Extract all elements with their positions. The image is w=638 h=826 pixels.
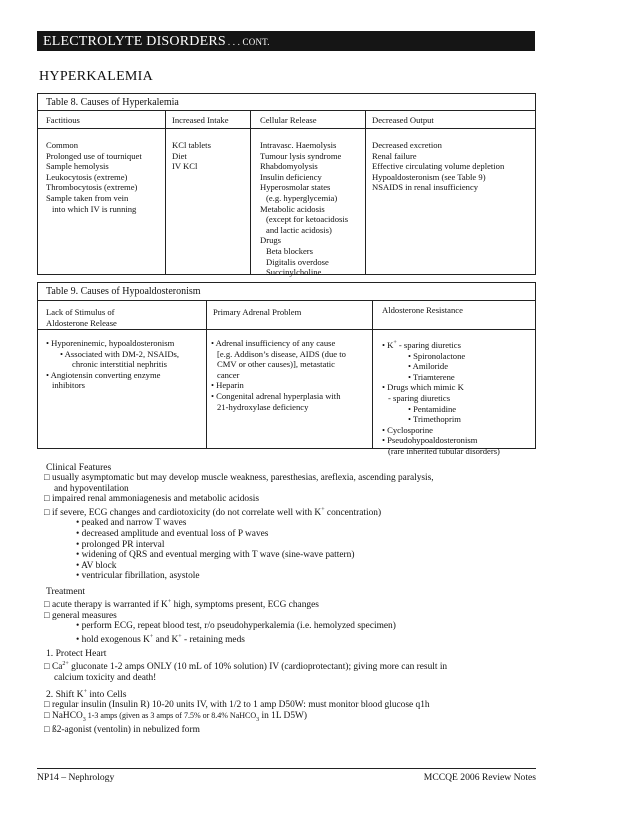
- header-line: Lack of Stimulus of: [46, 307, 115, 317]
- list-item: • Spironolactone: [408, 350, 466, 361]
- page-heading: HYPERKALEMIA: [39, 69, 154, 84]
- list-item: Digitalis overdose: [266, 256, 329, 267]
- list-item: chronic interstitial nephritis: [72, 359, 167, 370]
- header-factitious: Factitious: [46, 115, 80, 125]
- list-item: (except for ketoacidosis: [266, 214, 349, 225]
- list-item: [e.g. Addison’s disease, AIDS (due to: [217, 348, 346, 359]
- shift-k-title: 2. Shift K+ into Cells: [46, 689, 127, 700]
- list-item: • Heparin: [211, 380, 244, 391]
- banner-title: ELECTROLYTE DISORDERS . . . CONT.: [43, 34, 270, 49]
- protect-heart-list: [44, 659, 447, 683]
- list-item: Diet: [172, 150, 187, 161]
- table-caption: Table 8. Causes of Hyperkalemia: [46, 97, 179, 108]
- list-item: Prolonged use of tourniquet: [46, 150, 142, 161]
- list-item: Thrombocytosis (extreme): [46, 182, 138, 193]
- treatment-title: Treatment: [46, 586, 86, 597]
- list-item: • Hyporeninemic, hypoaldosteronism: [46, 338, 175, 348]
- list-item: Metabolic acidosis: [260, 203, 325, 214]
- list-item: • Triamterene: [408, 371, 455, 382]
- col-aldosterone-resistance: [382, 338, 500, 457]
- col-decreased-output: [372, 140, 504, 193]
- list-item: □ usually asymptomatic but may develop muscle weakness, paresthesias, areflexia, ascending paralysis,: [44, 473, 434, 483]
- list-item: • Pentamidine: [408, 403, 457, 414]
- list-item: □ $Ca^{2+}$ gluconate 1-2 amps ONLY (10 mL of 10% solution) IV (cardioprotectant); giving more can result in: [44, 661, 448, 672]
- list-item: Intravasc. Haemolysis: [260, 140, 337, 150]
- header-lack-of-stimulus: [46, 307, 117, 328]
- list-item: Effective circulating volume depletion: [372, 161, 505, 172]
- list-item: • Cyclosporine: [382, 424, 433, 435]
- list-item: IV KCl: [172, 161, 198, 172]
- header-increased-intake: Increased Intake: [172, 115, 229, 125]
- column-divider: [165, 110, 166, 274]
- protect-heart-title: 1. Protect Heart: [46, 648, 107, 659]
- list-item: • Associated with DM-2, NSAIDs,: [60, 348, 180, 359]
- list-item: Hypoaldosteronism (see Table 9): [372, 171, 486, 182]
- list-item: 21-hydroxylase deficiency: [217, 401, 309, 412]
- header-cellular-release: Cellular Release: [260, 115, 317, 125]
- shift-k-list: [44, 700, 430, 736]
- list-item: Sample taken from vein: [46, 192, 129, 203]
- table-causes-of-hyperkalemia: [37, 93, 536, 278]
- footer-left: NP14 – Nephrology: [37, 772, 115, 783]
- col-lack-of-stimulus: [46, 338, 179, 391]
- list-item: • peaked and narrow T waves: [76, 518, 187, 529]
- footer-divider: [37, 768, 536, 769]
- list-item: cancer: [217, 369, 240, 380]
- list-item: □ if severe, ECG changes and cardiotoxicity (do not correlate well with K+ concentration): [44, 506, 382, 518]
- clinical-features-title: Clinical Features: [46, 462, 112, 473]
- list-item: Hyperosmolar states: [260, 182, 331, 193]
- column-divider: [365, 110, 366, 274]
- list-item: • Angiotensin converting enzyme: [46, 369, 161, 380]
- list-item: □ ß2-agonist (ventolin) in nebulized form: [44, 725, 200, 736]
- list-item: • hold exogenous K+ and K+ - retaining meds: [76, 633, 245, 645]
- clinical-features-list: [44, 473, 434, 582]
- col-increased-intake: [172, 140, 211, 172]
- list-item: (rare inherited tubular disorders): [388, 445, 500, 456]
- list-item: • decreased amplitude and eventual loss of P waves: [76, 528, 269, 539]
- list-item: inhibitors: [52, 380, 85, 391]
- table-causes-of-hypoaldosteronism: [37, 282, 536, 456]
- list-item: □ general measures: [44, 610, 117, 621]
- list-item: □ NaHCO$_3$ 1-3 amps (given as 3 amps of 7.5% or 8.4% NaHCO$_3$ in 1L D5W): [44, 710, 307, 723]
- list-item: • Drugs which mimic K: [382, 382, 464, 393]
- list-item: KCl tablets: [172, 140, 211, 150]
- section-banner: [37, 31, 535, 51]
- list-item: • Pseudohypoaldosteronism: [382, 435, 478, 446]
- list-item: • AV block: [76, 560, 117, 571]
- column-divider: [206, 300, 207, 448]
- list-item: □ impaired renal ammoniagenesis and metabolic acidosis: [44, 494, 259, 505]
- list-item: Decreased excretion: [372, 140, 442, 150]
- list-item: □ regular insulin (Insulin R) 10-20 units IV, with 1/2 to 1 amp D50W: must monitor blood glucose q1h: [44, 700, 430, 710]
- header-line: Aldosterone Release: [46, 317, 117, 328]
- column-divider: [372, 300, 373, 448]
- list-item: • K+ - sparing diuretics: [382, 340, 461, 350]
- list-item: Drugs: [260, 235, 282, 246]
- footer-right: MCCQE 2006 Review Notes: [423, 772, 536, 783]
- col-primary-adrenal-problem: [211, 338, 346, 412]
- table-caption: Table 9. Causes of Hypoaldosteronism: [46, 286, 201, 297]
- list-item: • Adrenal insufficiency of any cause: [211, 338, 336, 348]
- list-item: and lactic acidosis): [266, 224, 332, 235]
- list-item: • perform ECG, repeat blood test, r/o pseudohyperkalemia (i.e. hemolyzed specimen): [76, 621, 396, 632]
- list-item: Succinylcholine: [266, 267, 322, 278]
- list-item: Beta blockers: [266, 245, 314, 256]
- list-item: Leukocytosis (extreme): [46, 171, 128, 182]
- list-item: calcium toxicity and death!: [54, 672, 157, 683]
- list-item: Renal failure: [372, 150, 417, 161]
- list-item: Tumour lysis syndrome: [260, 150, 342, 161]
- col-factitious: [46, 140, 142, 214]
- list-item: and hypoventilation: [54, 483, 129, 494]
- list-item: • prolonged PR interval: [76, 539, 165, 550]
- list-item: • Amiloride: [408, 361, 449, 372]
- header-aldosterone-resistance: Aldosterone Resistance: [382, 305, 463, 315]
- header-primary-adrenal-problem: Primary Adrenal Problem: [213, 307, 302, 317]
- list-item: □ acute therapy is warranted if K+ high, symptoms present, ECG changes: [44, 599, 319, 610]
- list-item: • Congenital adrenal hyperplasia with: [211, 390, 341, 401]
- list-item: into which IV is running: [52, 203, 137, 214]
- list-item: • ventricular fibrillation, asystole: [76, 571, 200, 582]
- list-item: NSAIDS in renal insufficiency: [372, 182, 479, 193]
- list-item: - sparing diuretics: [388, 392, 451, 403]
- list-item: Sample hemolysis: [46, 161, 109, 172]
- list-item: • widening of QRS and eventual merging with T wave (sine-wave pattern): [76, 550, 355, 561]
- list-item: CMV or other causes)], metastatic: [217, 359, 335, 370]
- col-cellular-release: [260, 140, 348, 278]
- list-item: Common: [46, 140, 78, 150]
- list-item: (e.g. hyperglycemia): [266, 192, 338, 203]
- list-item: Rhabdomyolysis: [260, 161, 318, 172]
- column-divider: [250, 110, 251, 274]
- header-decreased-output: Decreased Output: [372, 115, 434, 125]
- list-item: Insulin deficiency: [260, 171, 322, 182]
- treatment-list: [44, 597, 396, 645]
- list-item: • Trimethoprim: [408, 414, 461, 425]
